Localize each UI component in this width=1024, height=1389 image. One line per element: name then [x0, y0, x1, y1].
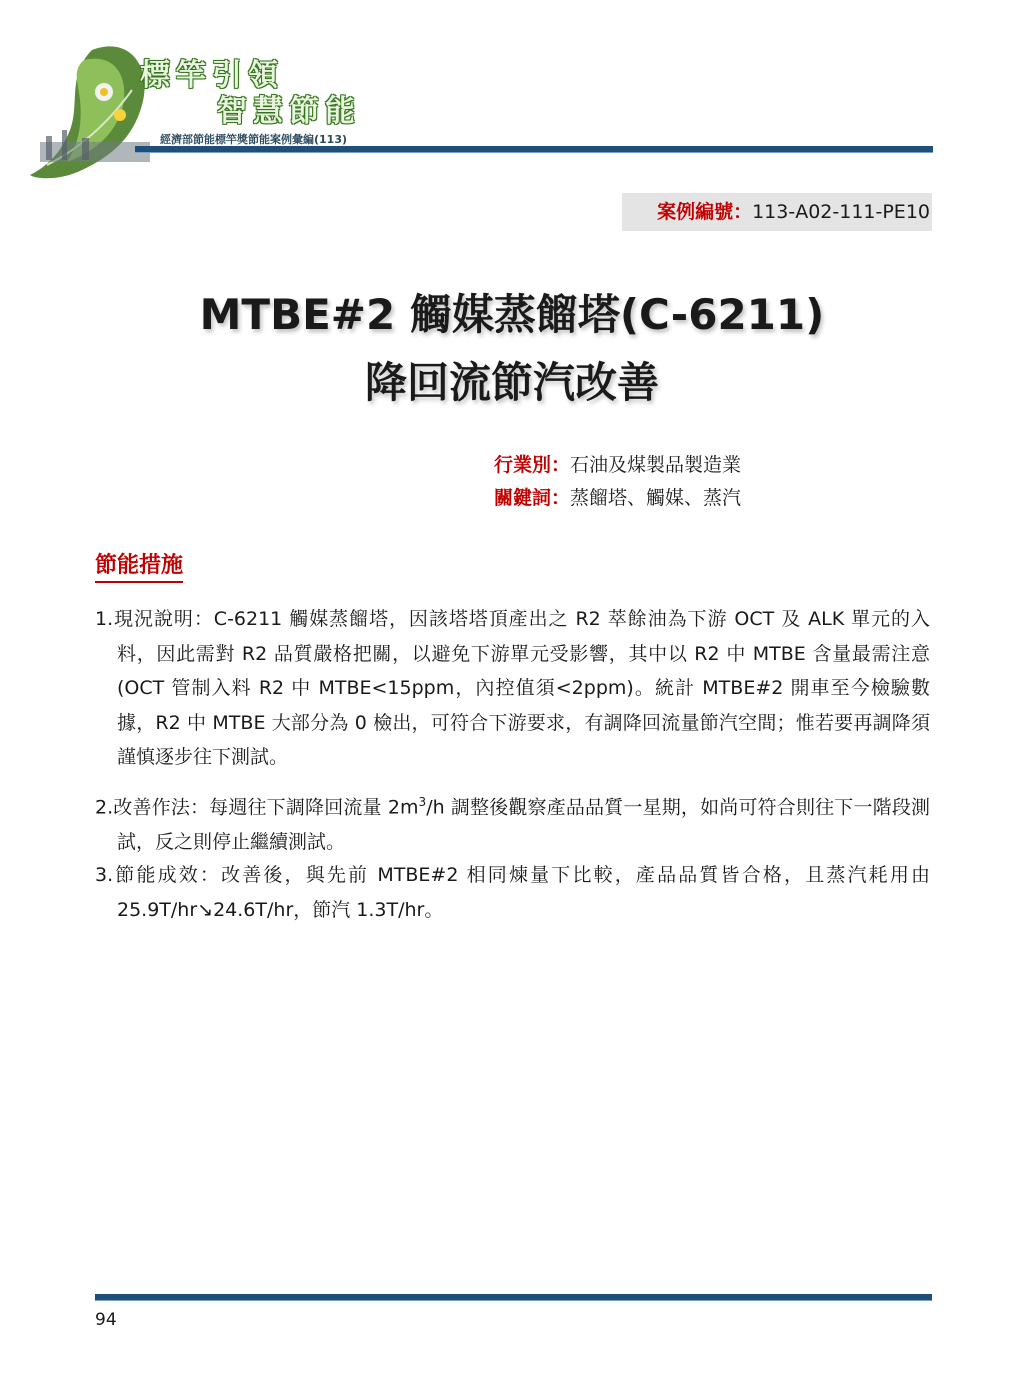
measure-item-3: 3.節能成效：改善後，與先前 MTBE#2 相同煉量下比較，產品品質皆合格，且蒸汽耗用由 25.9T/hr↘24.6T/hr，節汽 1.3T/hr。 — [95, 864, 930, 921]
header-rule — [135, 146, 933, 153]
measure-item-2 — [95, 785, 930, 859]
measure-item-2-sup: 3 — [418, 795, 427, 809]
case-number-value: 113-A02-111-PE10 — [752, 201, 930, 223]
logo-line1: 標竿引領 — [140, 58, 284, 93]
measure-item-1: 1.現況說明：C-6211 觸媒蒸餾塔，因該塔塔頂產出之 R2 萃餘油為下游 OCT 及 ALK 單元的入料，因此需對 R2 品質嚴格把關，以避免下游單元受影響，其中以 R2 中 MTBE 含量最需注意(OCT 管制入料 R2 中 MTBE<15ppm，內控值須<2ppm)。統計 MTBE#2 開車至今檢驗數據，R2 中 MTBE 大部分為 0 檢出，可符合下游要求，有調降回流量節汽空間；惟若要再調降須謹慎逐步往下測試。 — [95, 608, 930, 768]
measure-item-2-after: /h 調整後觀察產品品質一星期，如尚可符合則往下一階段測試，反之則停止繼續測試。 — [117, 796, 930, 853]
case-number-label: 案例編號： — [657, 201, 753, 223]
keywords-value: 蒸餾塔、觸媒、蒸汽 — [570, 487, 742, 509]
industry-label: 行業別： — [494, 454, 571, 476]
case-number-box — [622, 193, 932, 231]
section-heading: 節能措施 — [95, 548, 183, 583]
page-number: 94 — [95, 1310, 117, 1330]
footer-rule — [95, 1294, 932, 1301]
industry-row — [494, 450, 741, 477]
header-subtitle: 經濟部節能標竿獎節能案例彙編(113) — [160, 133, 348, 146]
page-title-line2: 降回流節汽改善 — [364, 358, 659, 407]
logo-line2: 智慧節能 — [217, 94, 361, 129]
keywords-row — [494, 483, 741, 510]
page-title-line1: MTBE#2 觸媒蒸餾塔(C-6211) — [199, 290, 825, 339]
industry-value: 石油及煤製品製造業 — [570, 454, 742, 476]
keywords-label: 關鍵詞： — [494, 487, 571, 509]
header-logo — [22, 30, 402, 190]
measure-item-2-before: 2.改善作法：每週往下調降回流量 2m — [95, 796, 419, 819]
